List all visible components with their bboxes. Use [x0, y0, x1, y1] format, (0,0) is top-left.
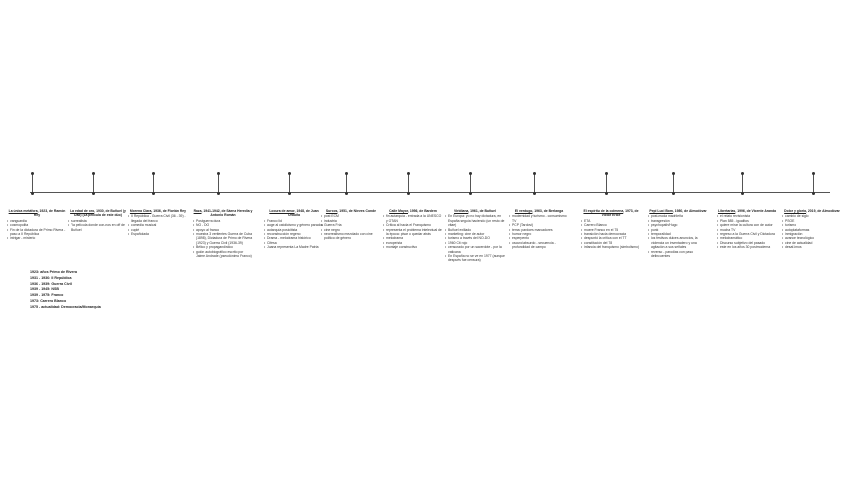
entry-bullet: • post-moda madrileña: [648, 214, 708, 218]
timeline-tick: [408, 174, 409, 193]
entry-bullet: • melodramático: [717, 236, 777, 240]
timeline-entry: [68, 209, 128, 232]
entry-title: [264, 209, 324, 218]
entry-bullet-list: [193, 219, 253, 259]
entry-bullet-list: [128, 214, 188, 236]
timeline-tick: [218, 174, 219, 193]
timeline-entry: [782, 209, 842, 250]
entry-bullet: • neorrealismo mezclado con cine político de género: [321, 232, 381, 241]
entry-bullet: • Crítica al hacia el Franquismo: [383, 223, 443, 227]
entry-bullet: • Carrero Blanco: [581, 223, 641, 227]
entry-bullet: • despuntó la crítica con el TT: [581, 236, 641, 240]
entry-bullet: • Españolada: [128, 232, 188, 236]
entry-bullet: • censurado por un sacerdote - por la vaticana: [445, 245, 505, 254]
entry-bullet: • infancia del franquismo (simbolismo): [581, 245, 641, 249]
timeline-tick: [93, 174, 94, 193]
film-year-director: , 1930, de Buñuel (y Dalí) (1a película de este dúo): [74, 209, 126, 218]
timeline-entry: [128, 209, 188, 236]
entry-bullet: • transgresión: [648, 219, 708, 223]
entry-bullet: • turismo a través del NO-DO: [445, 236, 505, 240]
entry-bullet: • humor negro: [509, 232, 569, 236]
film-title-link[interactable]: Locura de amor: [269, 209, 295, 213]
entry-bullet: • cosmopolita: [7, 223, 67, 227]
entry-bullet: • Juana representa La Madre Patria: [264, 245, 324, 249]
entry-bullet: • tema: pardoes marcadores: [509, 228, 569, 232]
timeline-tick: [742, 174, 743, 193]
film-year-director: , 1941-1942, de Sáenz Heredia y Antonio Román: [201, 209, 253, 218]
entry-bullet-list: [383, 214, 443, 249]
timeline-tick: [470, 174, 471, 193]
entry-bullet: • II República - Guerra Civil (36 - 39) - llegada del franco: [128, 214, 188, 223]
entry-bullet: • 1960 Cit rojo: [445, 241, 505, 245]
entry-bullet: • comedia musical: [128, 223, 188, 227]
timeline-axis: [30, 192, 830, 193]
film-title-link[interactable]: Viridiana: [454, 209, 469, 213]
entry-bullet: • Fin de la dictadura de Primo Rivera - paso a II República: [7, 228, 67, 237]
entry-bullet: • turismo: [782, 223, 842, 227]
entry-bullet: • PSOE: [782, 219, 842, 223]
entry-bullet: • temporalidad: [648, 232, 708, 236]
timeline-entry: [7, 209, 67, 241]
timeline-tick: [606, 174, 607, 193]
film-title-link[interactable]: El espíritu de la colmena: [583, 209, 624, 213]
entry-bullet: • Discurso subjetivo del pasado: [717, 241, 777, 245]
film-title-link[interactable]: Calle Mayor: [389, 209, 408, 213]
entry-bullet: • modernidad y turismo - consumismo TV: [509, 214, 569, 223]
entry-bullet: • oscuro/absurdo - secuencia - profundidad de campo: [509, 241, 569, 250]
entry-bullet: • cine negro: [321, 228, 381, 232]
timeline-tick: [534, 174, 535, 193]
entry-bullet: • europeísta: [383, 241, 443, 245]
film-title-link[interactable]: La única metáfora: [8, 209, 38, 213]
period-legend: [30, 270, 120, 311]
entry-bullet: • este en los años 30 postmoderna: [717, 245, 777, 249]
entry-title: [7, 209, 67, 218]
entry-bullet: • Postguerra dura: [193, 219, 253, 223]
timeline-tick: [346, 174, 347, 193]
timeline-tick: [153, 174, 154, 193]
entry-bullet: • autoplataformas: [782, 228, 842, 232]
entry-bullet: • esperpento: [509, 236, 569, 240]
entry-title: [193, 209, 253, 218]
entry-bullet: • mucha TV: [717, 228, 777, 232]
timeline-entry: [509, 209, 569, 250]
entry-bullet: • cine de actualidad: [782, 241, 842, 245]
entry-bullet: • los festivos dulces anuncios, la violencia un inventadero y una agitación a sus señales: [648, 236, 708, 249]
film-title-link[interactable]: El verdugo: [514, 209, 533, 213]
timeline-entry: [717, 209, 777, 250]
entry-bullet: • Franco lid: [264, 219, 324, 223]
timeline-tick: [32, 174, 33, 193]
timeline-entry: [321, 209, 381, 241]
film-year-director: , 1936, de Florián Rey: [151, 209, 187, 213]
entry-bullet: • regreso a la Guerra Civil y Dictadura: [717, 232, 777, 236]
entry-bullet-list: [321, 214, 381, 240]
entry-title: [717, 209, 777, 213]
entry-bullet: • guión autobiográfico escrito por Jaime Andrade (pseudónimo Franco): [193, 250, 253, 259]
entry-bullet: • ETA: [581, 219, 641, 223]
legend-line: 1973: Carrero Blanco: [30, 298, 67, 303]
entry-bullet: • muere Franco en el 75: [581, 228, 641, 232]
timeline-entry: [193, 209, 253, 258]
entry-bullet: • constitución del 78: [581, 241, 641, 245]
entry-bullet: • reverso - parodias con paso delincuentes: [648, 250, 708, 259]
film-year-director: , 1980, de Almodóvar: [672, 209, 707, 213]
timeline-entry: [648, 209, 708, 258]
entry-bullet: • auge al catolicismo y género parados: [264, 223, 324, 227]
film-year-director: , 1961, de Buñuel: [468, 209, 496, 213]
film-year-director: , 1951, de Nieves Conde: [337, 209, 377, 213]
film-year-director: , 1956, de Bardem: [408, 209, 437, 213]
entry-bullet: • reconstrucción regeno: [264, 232, 324, 236]
entry-bullet: • montaje constructivo: [383, 245, 443, 249]
entry-title: [648, 209, 708, 213]
entry-bullet-list: [717, 214, 777, 249]
film-year-director: , 1973, de Víctor Erice: [601, 209, 639, 218]
entry-bullet: • marketing: cine de autor: [445, 232, 505, 236]
entry-bullet: • el relato revisionista: [717, 214, 777, 218]
entry-bullet: • Cifesa: [264, 241, 324, 245]
entry-bullet-list: [782, 214, 842, 249]
timeline-entry: [383, 209, 443, 250]
entry-bullet: • Drama - melodrama histórico: [264, 236, 324, 240]
entry-bullet: • Bélico y propagandístico: [193, 245, 253, 249]
entry-title: [782, 209, 842, 213]
film-title-link[interactable]: Surcos: [325, 209, 338, 213]
entry-bullet: • representa el problema intelectual de la época: pisar o quedar atrás: [383, 228, 443, 237]
entry-bullet: • industria: [321, 219, 381, 223]
entry-title: [509, 209, 569, 213]
entry-title: [445, 209, 505, 213]
entry-title: [581, 209, 641, 218]
legend-line: 1939 - 1945: NSB: [30, 287, 59, 292]
film-year-director: , 1963, de Berlanga: [532, 209, 564, 213]
entry-bullet-list: [445, 214, 505, 262]
entry-bullet: • NO - DO: [193, 223, 253, 227]
entry-bullet: • post ECM: [321, 214, 381, 218]
timeline-tick: [673, 174, 674, 193]
entry-bullet: • Guerra Fría: [321, 223, 381, 227]
entry-bullet: • En Europa: yo no hay dictadura, en España seguía haciendo (un resto de vitae): [445, 214, 505, 227]
entry-bullet-list: [509, 214, 569, 249]
timeline-tick: [289, 174, 290, 193]
entry-bullet: • cuplé: [128, 228, 188, 232]
entry-bullet: • surrealista: [68, 219, 128, 223]
timeline-entry: [581, 209, 641, 250]
entry-bullet: • Plan 585 - igualitos: [717, 219, 777, 223]
film-title-link[interactable]: Raza: [193, 209, 202, 213]
entry-title: [383, 209, 443, 213]
entry-bullet: • punk: [648, 228, 708, 232]
entry-bullet-list: [264, 219, 324, 250]
entry-bullet: • muestra 3 vertientes Guerra de Cuba (1898), Dictadura de Primo de Rivera (1923) y Guerra Civil (1936-39): [193, 232, 253, 245]
legend-line: 1923: años Primo de Rivera: [30, 270, 77, 274]
film-title-link[interactable]: Dolor y gloria: [784, 209, 807, 213]
entry-bullet: • Buñuel exiliado: [445, 228, 505, 232]
entry-bullet: • apoyo al franco: [193, 228, 253, 232]
entry-bullet: • vanguardia: [7, 219, 67, 223]
entry-title: [128, 209, 188, 213]
entry-bullet-list: [7, 219, 67, 241]
entry-bullet: • desaf-imos: [782, 245, 842, 249]
film-title-link[interactable]: La edad de oro: [70, 209, 95, 213]
legend-line: 1975 - actualidad: Democracia/Monarquía: [30, 304, 101, 309]
entry-title: [321, 209, 381, 213]
entry-bullet: • quiere mirar la cultura con de autor: [717, 223, 777, 227]
legend-line: 1939 - 1975: Franco: [30, 293, 64, 298]
timeline-tick: [813, 174, 814, 193]
entry-bullet: • psychopath/Hugo: [648, 223, 708, 227]
timeline-entry: [264, 209, 324, 250]
entry-bullet-list: [68, 219, 128, 232]
film-year-director: , 1996, de Vicente Aranda: [735, 209, 777, 213]
entry-bullet: • transición hacia democracia: [581, 232, 641, 236]
entry-bullet: • "la película donde con-nos en off de Buñuel: [68, 223, 128, 232]
legend-line: 1931 - 1936: II República: [30, 275, 72, 280]
entry-bullet-list: [581, 219, 641, 250]
entry-bullet: • melodrama: [383, 236, 443, 240]
entry-bullet: • PCP (Tardovi): [509, 223, 569, 227]
timeline-entry: [445, 209, 505, 263]
film-year-director: , 1923, de Ramón Rey: [33, 209, 66, 218]
entry-bullet: • fin autarquía - entrada a la UNESCO y OTAN: [383, 214, 443, 223]
entry-bullet: • cambio de siglo: [782, 214, 842, 218]
legend-line: 1936 - 1939: Guerra Civil: [30, 281, 72, 286]
film-title-link[interactable]: Pepi Luci Bom: [649, 209, 673, 213]
entry-title: [68, 209, 128, 218]
film-year-director: , 1948, de Juan Orduña: [287, 209, 319, 218]
entry-bullet: • autarquía posicitista: [264, 228, 324, 232]
film-title-link[interactable]: Morena Clara: [129, 209, 152, 213]
entry-bullet: • En España no se ve en 1977 (aunque después fue censura): [445, 254, 505, 263]
entry-bullet-list: [648, 214, 708, 258]
entry-bullet: • inmigración: [782, 232, 842, 236]
entry-bullet: • intrigar - misterio: [7, 236, 67, 240]
film-year-director: , 2019, de Almodóvar: [806, 209, 840, 213]
film-title-link[interactable]: Libertarias: [717, 209, 736, 213]
entry-bullet: • avance tecnológico: [782, 236, 842, 240]
